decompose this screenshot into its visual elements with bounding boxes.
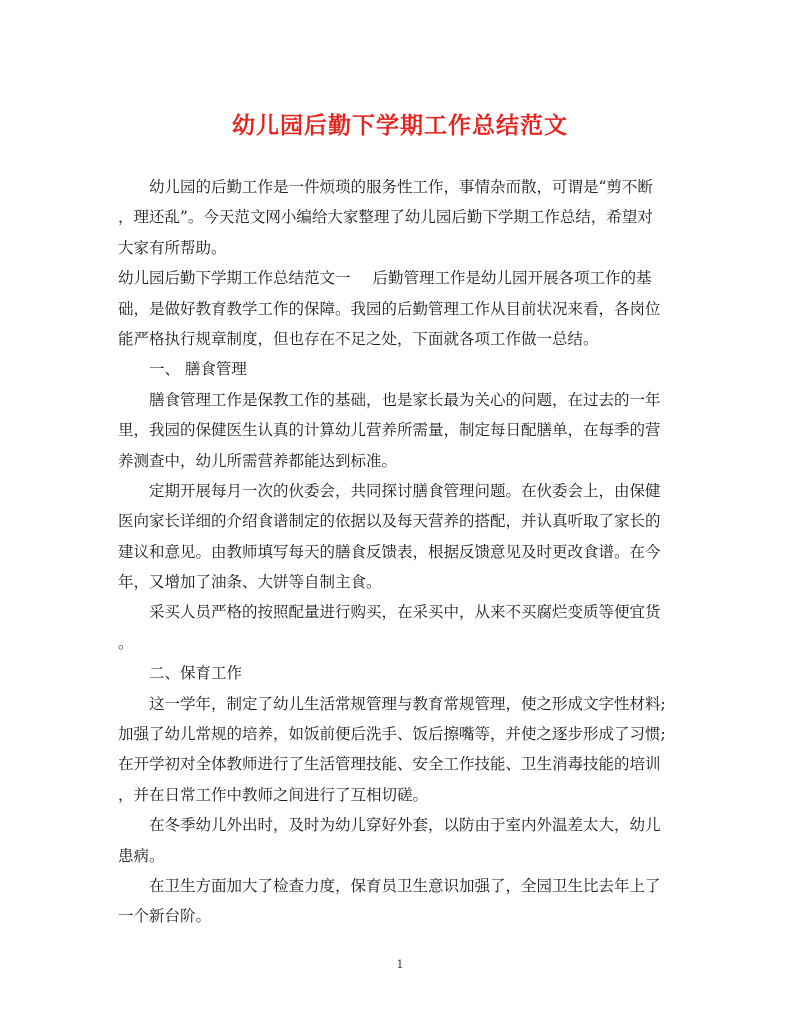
body-line: 患病。: [118, 846, 165, 865]
document-title: 幼儿园后勤下学期工作总结范文: [232, 112, 568, 139]
body-line: 在卫生方面加大了检查力度，保育员卫生意识加强了，全园卫生比去年上了: [149, 876, 661, 895]
document-body: [118, 172, 684, 932]
body-line: 大家有所帮助。: [118, 238, 227, 257]
section-heading-care: 二、保育工作: [149, 664, 243, 683]
body-line-fragment: 后勤管理工作是幼儿园开展各项工作的基: [372, 269, 652, 288]
section-heading-sample-one: 幼儿园后勤下学期工作总结范文一: [118, 269, 351, 288]
body-line: 建议和意见。由教师填写每天的膳食反馈表，根据反馈意见及时更改食谱。在今: [118, 542, 661, 561]
body-line: 幼儿园的后勤工作是一件烦琐的服务性工作，事情杂而散，可谓是“剪不断: [149, 178, 653, 196]
body-line: 础，是做好教育教学工作的保障。我园的后勤管理工作从目前状况来看，各岗位: [118, 299, 661, 318]
body-line-combined: [118, 263, 684, 293]
body-line: 养测查中，幼儿所需营养都能达到标准。: [118, 451, 398, 470]
body-line: 这一学年，制定了幼儿生活常规管理与教育常规管理，使之形成文字性材料;: [149, 694, 666, 713]
body-line: ，理还乱”。今天范文网小编给大家整理了幼儿园后勤下学期工作总结，希望对: [118, 208, 653, 227]
body-line: 在冬季幼儿外出时，及时为幼儿穿好外套，以防由于室内外温差太大，幼儿: [149, 816, 661, 835]
body-line: 一个新台阶。: [118, 907, 212, 926]
page-number: 1: [396, 958, 404, 971]
body-line: 膳食管理工作是保教工作的基础，也是家长最为关心的问题，在过去的一年: [149, 390, 661, 409]
body-line: 能严格执行规章制度，但也存在不足之处，下面就各项工作做一总结。: [118, 329, 599, 348]
body-line: 医向家长详细的介绍食谱制定的依据以及每天营养的搭配，并认真听取了家长的: [118, 512, 661, 531]
body-line: ，并在日常工作中教师之间进行了互相切磋。: [118, 785, 429, 804]
body-line: 。: [118, 633, 134, 652]
section-heading-catering: 一、 膳食管理: [149, 360, 247, 379]
body-line: 采买人员严格的按照配量进行购买，在采买中，从来不买腐烂变质等便宜货: [149, 603, 661, 622]
body-line: 年，又增加了油条、大饼等自制主食。: [118, 573, 382, 592]
body-line: 定期开展每月一次的伙委会，共同探讨膳食管理问题。在伙委会上，由保健: [149, 481, 661, 500]
body-line: 在开学初对全体教师进行了生活管理技能、安全工作技能、卫生消毒技能的培训: [118, 755, 661, 774]
body-line: 里，我园的保健医生认真的计算幼儿营养所需量，制定每日配膳单，在每季的营: [118, 421, 661, 440]
body-line: 加强了幼儿常规的培养，如饭前便后洗手、饭后擦嘴等，并使之逐步形成了习惯;: [118, 725, 666, 744]
